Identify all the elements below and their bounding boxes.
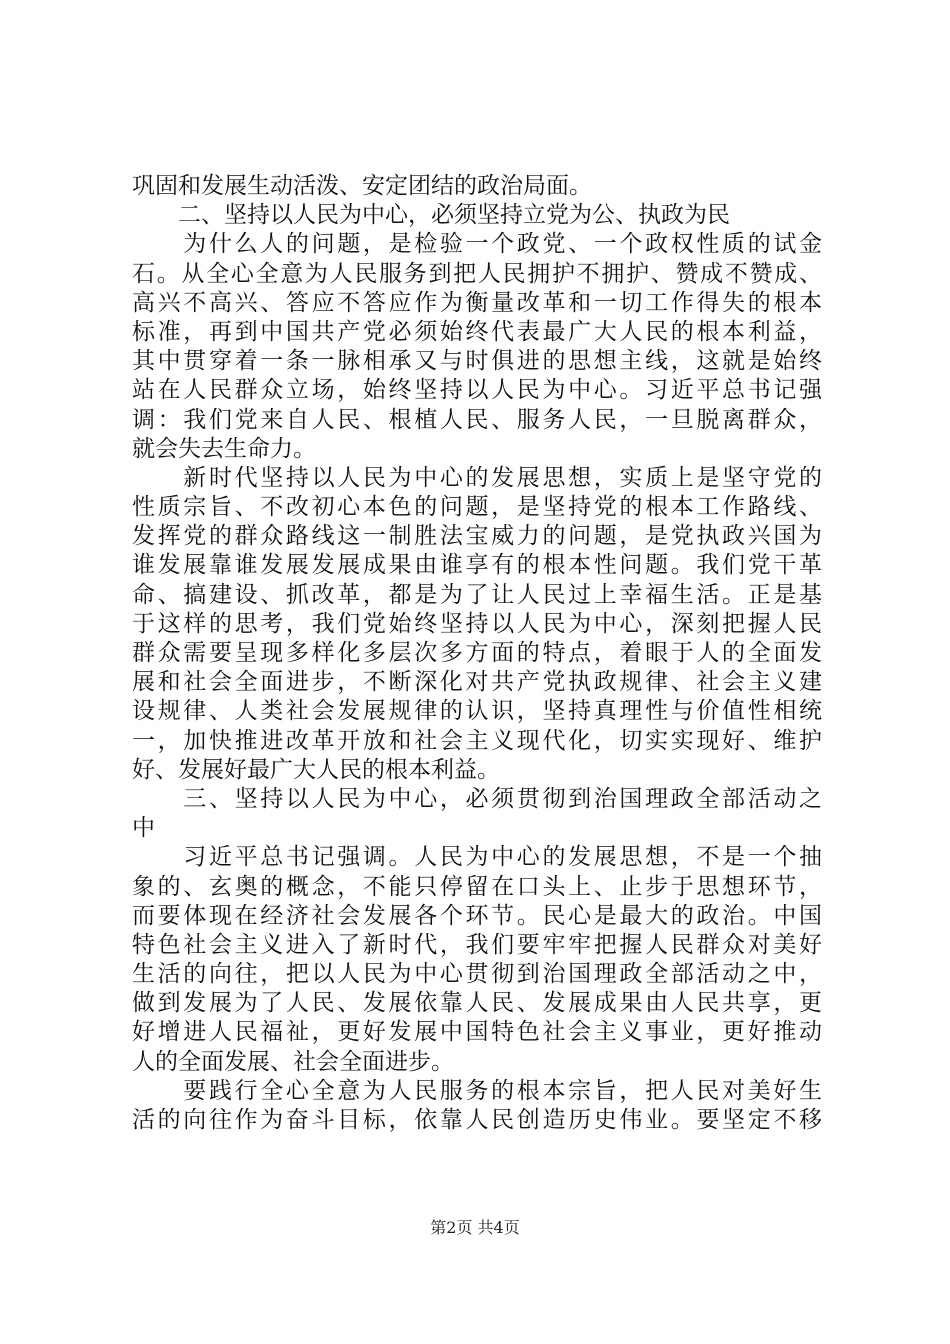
page-number-label: 第2页 共4页 <box>430 1218 520 1237</box>
text-line: 做到发展为了人民、发展依靠人民、发展成果由人民共享，更 <box>132 990 822 1017</box>
text-line: 发挥党的群众路线这一制胜法宝威力的问题，是党执政兴国为 <box>132 523 822 550</box>
text-line: 展和社会全面进步，不断深化对共产党执政规律、社会主义建 <box>132 669 822 696</box>
text-line: 象的、玄奥的概念，不能只停留在口头上、止步于思想环节， <box>132 873 822 900</box>
text-line: 石。从全心全意为人民服务到把人民拥护不拥护、赞成不赞成、 <box>132 260 822 287</box>
text-line: 站在人民群众立场，始终坚持以人民为中心。习近平总书记强 <box>132 377 822 404</box>
text-line: 设规律、人类社会发展规律的认识，坚持真理性与价值性相统 <box>132 698 822 725</box>
text-line: 标准，再到中国共产党必须始终代表最广大人民的根本利益， <box>132 318 822 345</box>
text-line: 二、坚持以人民为中心，必须坚持立党为公、执政为民 <box>132 202 730 229</box>
text-line: 三、坚持以人民为中心，必须贯彻到治国理政全部活动之 <box>132 785 822 812</box>
text-line: 特色社会主义进入了新时代，我们要牢牢把握人民群众对美好 <box>132 931 822 958</box>
text-line: 好增进人民福祉，更好发展中国特色社会主义事业，更好推动 <box>132 1019 822 1046</box>
text-line: 性质宗旨、不改初心本色的问题，是坚持党的根本工作路线、 <box>132 494 822 521</box>
text-line: 而要体现在经济社会发展各个环节。民心是最大的政治。中国 <box>132 902 822 929</box>
text-line: 人的全面发展、社会全面进步。 <box>132 1048 454 1075</box>
text-line: 就会失去生命力。 <box>132 435 316 462</box>
text-line: 调：我们党来自人民、根植人民、服务人民，一旦脱离群众， <box>132 406 822 433</box>
text-line: 新时代坚持以人民为中心的发展思想，实质上是坚守党的 <box>132 464 822 491</box>
text-line: 生活的向往，把以人民为中心贯彻到治国理政全部活动之中， <box>132 961 822 988</box>
text-line: 其中贯穿着一条一脉相承又与时俱进的思想主线，这就是始终 <box>132 348 822 375</box>
text-line: 为什么人的问题，是检验一个政党、一个政权性质的试金 <box>132 231 822 258</box>
text-line: 巩固和发展生动活泼、安定团结的政治局面。 <box>132 173 592 199</box>
text-line: 活的向往作为奋斗目标，依靠人民创造历史伟业。要坚定不移 <box>132 1107 822 1133</box>
text-line: 一，加快推进改革开放和社会主义现代化，切实实现好、维护 <box>132 727 822 754</box>
text-line: 谁发展靠谁发展发展成果由谁享有的根本性问题。我们党干革 <box>132 552 822 579</box>
text-line: 要践行全心全意为人民服务的根本宗旨，把人民对美好生 <box>132 1077 822 1104</box>
document-body <box>132 172 822 1135</box>
text-line: 高兴不高兴、答应不答应作为衡量改革和一切工作得失的根本 <box>132 289 822 316</box>
text-line: 好、发展好最广大人民的根本利益。 <box>132 756 500 783</box>
text-line: 命、搞建设、抓改革，都是为了让人民过上幸福生活。正是基 <box>132 581 822 608</box>
page-footer <box>0 1215 950 1238</box>
text-line: 习近平总书记强调。人民为中心的发展思想，不是一个抽 <box>132 844 822 871</box>
text-line: 中 <box>132 815 155 842</box>
text-line: 群众需要呈现多样化多层次多方面的特点，着眼于人的全面发 <box>132 640 822 666</box>
text-line: 于这样的思考，我们党始终坚持以人民为中心，深刻把握人民 <box>132 610 822 637</box>
